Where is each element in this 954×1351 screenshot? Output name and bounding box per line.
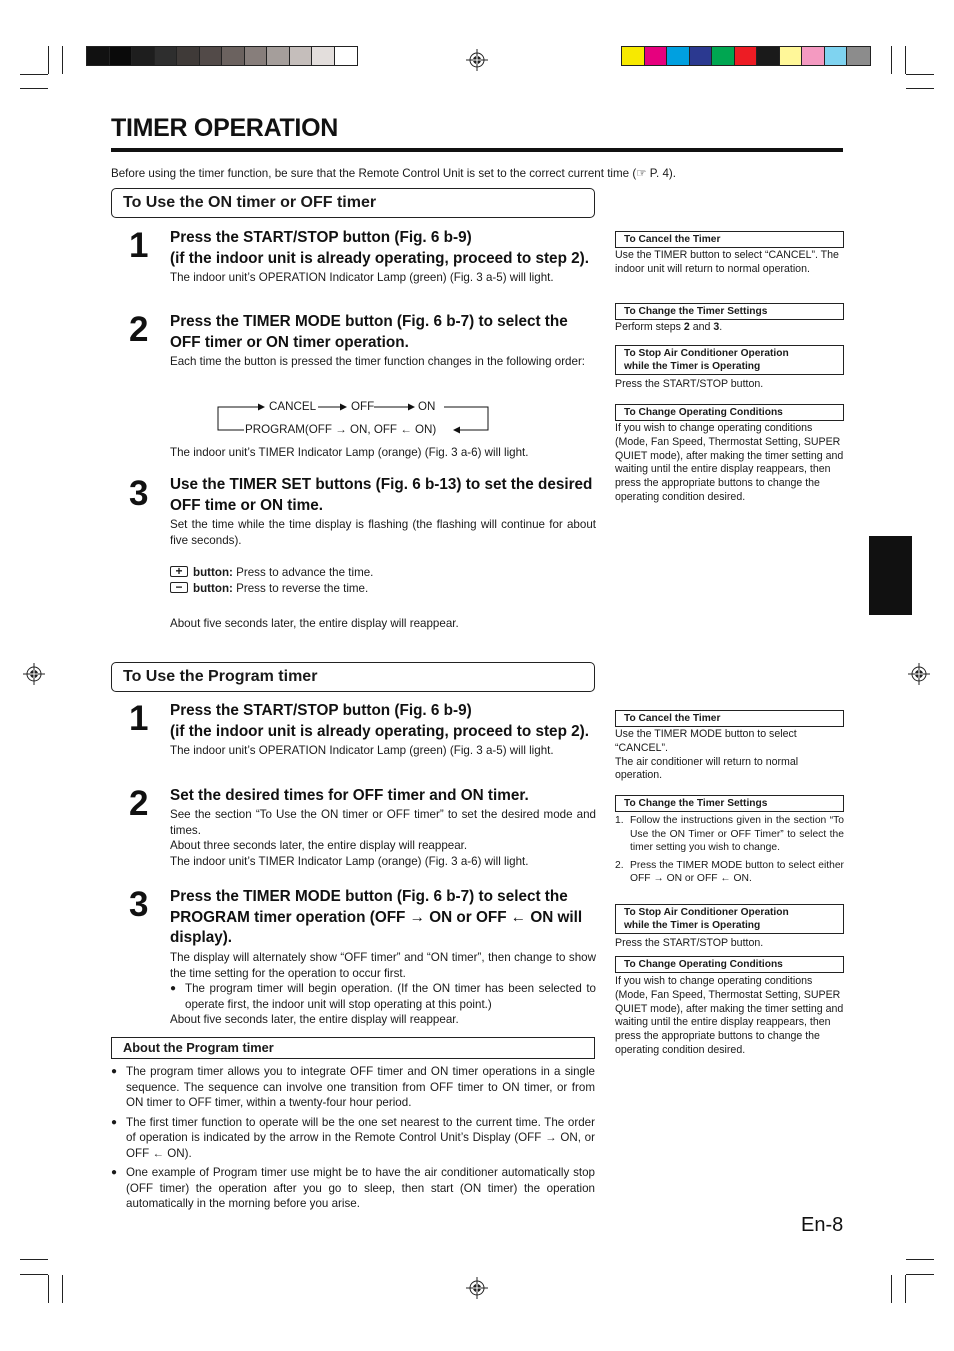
plus-button-text: Press to advance the time.: [232, 566, 374, 579]
step-number: 2: [129, 310, 149, 349]
step-body: The display will alternately show “OFF timer” and “ON timer”, then change to show the time setting for the operation to occur first. ● The program timer will begin operation. (If the ON timer has been selected to operate first, the indoor unit will stop operating at this point.) About five seconds later, the entire display will reappear.: [170, 951, 596, 1026]
step-heading: Use the TIMER SET buttons (Fig. 6 b-13) to set the desired OFF time or ON time.: [170, 476, 593, 514]
step-heading-line: (if the indoor unit is already operating, proceed to step 2).: [170, 249, 590, 267]
side-heading-change-conditions: To Change Operating Conditions: [615, 404, 844, 421]
color-swatch: [177, 47, 200, 65]
step-number: 3: [129, 885, 149, 924]
step-number: 1: [129, 699, 149, 738]
minus-button-label: button:: [193, 581, 233, 595]
registration-mark-icon: [466, 49, 488, 71]
about-program-timer-list: [111, 1064, 595, 1216]
registration-mark-icon: [908, 663, 930, 685]
side-text: Use the TIMER MODE button to select “CANCEL”. The air conditioner will return to normal operation.: [615, 728, 799, 782]
bullet-icon: ●: [111, 1167, 118, 1178]
color-swatch: [622, 47, 645, 65]
step-body: The indoor unit’s TIMER Indicator Lamp (orange) (Fig. 3 a-6) will light.: [170, 446, 529, 459]
list-item: 1. Follow the instructions given in the section “To Use the ON Timer or OFF Timer” to select the timer setting you wish to change.: [615, 815, 844, 853]
step-body: Each time the button is pressed the timer function changes in the following order:: [170, 355, 586, 368]
color-swatch: [667, 47, 690, 65]
list-item: ● One example of Program timer use might be to have the air conditioner automatically stop (OFF timer) the operation after you go to sleep, then start (ON timer) the operation automatically in the morning before you arise.: [111, 1166, 595, 1210]
bullet-icon: ●: [111, 1116, 118, 1128]
color-swatch: [735, 47, 758, 65]
color-swatch: [87, 47, 110, 65]
intro-text: Before using the timer function, be sure that the Remote Control Unit is set to the correct current time (☞ P. 4).: [111, 167, 677, 180]
color-swatch: [802, 47, 825, 65]
step-body: The indoor unit’s OPERATION Indicator Lamp (green) (Fig. 3 a-5) will light.: [170, 744, 554, 757]
timer-mode-cycle-diagram: [214, 396, 504, 440]
step-number: 2: [129, 784, 149, 823]
side-text: Press the START/STOP button.: [615, 378, 764, 390]
color-swatch: [245, 47, 268, 65]
color-swatch: [155, 47, 178, 65]
side-heading-change-timer: To Change the Timer Settings: [615, 303, 844, 320]
color-swatch: [290, 47, 313, 65]
language-tab: [869, 536, 912, 615]
color-swatch: [110, 47, 133, 65]
step-number: 1: [129, 226, 149, 265]
color-swatch: [312, 47, 335, 65]
color-swatch: [757, 47, 780, 65]
bullet-icon: ●: [111, 1066, 118, 1077]
page-number: En-8: [801, 1214, 844, 1236]
process-color-bar: [621, 46, 871, 66]
cycle-off: OFF: [351, 400, 375, 413]
step-body: See the section “To Use the ON timer or OFF timer” to set the desired mode and times. About three seconds later, the entire display will reappear. The indoor unit’s TIMER Indicator Lamp (orange) (Fig. 3 a-6) will light.: [170, 808, 596, 868]
step-heading: Press the TIMER MODE button (Fig. 6 b-7) to select the OFF timer or ON timer operation.: [170, 313, 568, 351]
color-swatch: [690, 47, 713, 65]
side-heading-stop-operation: To Stop Air Conditioner Operation while the Timer is Operating: [615, 345, 844, 375]
minus-button-icon: −: [170, 582, 188, 593]
list-item: ● The first timer function to operate will be the one set nearest to the current time. The order of operation is indicated by the arrow in the Remote Control Unit’s Display (OFF → ON, or OFF ← ON).: [111, 1115, 595, 1160]
color-swatch: [200, 47, 223, 65]
color-swatch: [847, 47, 870, 65]
side-heading-cancel-timer: To Cancel the Timer: [615, 710, 844, 727]
side-text: Press the START/STOP button.: [615, 937, 764, 949]
step-heading-line: Press the START/STOP button (Fig. 6 b-9): [170, 702, 472, 719]
step-heading: [170, 228, 596, 269]
section-heading-on-off-timer: To Use the ON timer or OFF timer: [111, 188, 595, 218]
about-program-timer-heading: About the Program timer: [111, 1037, 595, 1059]
cycle-cancel: CANCEL: [269, 400, 317, 413]
cycle-program: PROGRAM(OFF → ON, OFF ← ON): [245, 423, 437, 436]
side-heading-cancel-timer: To Cancel the Timer: [615, 231, 844, 248]
list-item: 2. Press the TIMER MODE button to select either OFF → ON or OFF ← ON.: [615, 859, 844, 884]
timer-set-buttons-legend: [170, 565, 596, 596]
side-heading-stop-operation: To Stop Air Conditioner Operation while the Timer is Operating: [615, 904, 844, 934]
side-text: If you wish to change operating conditions (Mode, Fan Speed, Thermostat Setting, SUPER QUIET mode), after making the timer setting and waiting until the entire display reappears, then press the appropriate buttons to change the operating condition desired.: [615, 975, 844, 1056]
side-text: Use the TIMER button to select “CANCEL”. The indoor unit will return to normal operation.: [615, 249, 839, 275]
grayscale-color-bar: [86, 46, 358, 66]
side-text: Perform steps 2 and 3.: [615, 321, 723, 333]
step-body: The indoor unit’s OPERATION Indicator Lamp (green) (Fig. 3 a-5) will light.: [170, 271, 554, 284]
step-heading: Set the desired times for OFF timer and ON timer.: [170, 787, 529, 804]
cycle-on: ON: [418, 400, 436, 413]
side-text: If you wish to change operating conditions (Mode, Fan Speed, Thermostat Setting, SUPER QUIET mode), after making the timer setting and waiting until the entire display reappears, then press the appropriate buttons to change the operating condition desired.: [615, 422, 844, 503]
step-heading: [170, 701, 596, 742]
step-body: Set the time while the time display is flashing (the flashing will continue for about five seconds).: [170, 518, 596, 547]
step-body: About five seconds later, the entire display will reappear.: [170, 617, 459, 630]
step-heading: Press the TIMER MODE button (Fig. 6 b-7) to select the PROGRAM timer operation (OFF → ON or OFF ← ON will display).: [170, 888, 583, 946]
color-swatch: [222, 47, 245, 65]
color-swatch: [712, 47, 735, 65]
color-swatch: [267, 47, 290, 65]
bullet-icon: ●: [170, 983, 177, 994]
page-title: TIMER OPERATION: [111, 114, 338, 142]
registration-mark-icon: [23, 663, 45, 685]
minus-button-text: Press to reverse the time.: [232, 581, 369, 595]
side-heading-change-timer: To Change the Timer Settings: [615, 795, 844, 812]
side-numbered-list: [615, 814, 844, 886]
step-heading-line: Press the START/STOP button (Fig. 6 b-9): [170, 229, 472, 246]
color-swatch: [335, 47, 358, 65]
plus-button-icon: +: [170, 566, 188, 577]
color-swatch: [645, 47, 668, 65]
list-item: ● The program timer allows you to integrate OFF timer and ON timer operations in a single sequence. The sequence can involve one transition from OFF timer to ON timer, or from ON timer to OFF timer, within a twenty-four hour period.: [111, 1065, 595, 1109]
registration-mark-icon: [466, 1277, 488, 1299]
title-rule: [111, 148, 843, 152]
plus-button-label: button:: [193, 566, 233, 579]
color-swatch: [825, 47, 848, 65]
step-number: 3: [129, 474, 149, 513]
step-heading-line: (if the indoor unit is already operating, proceed to step 2).: [170, 722, 590, 740]
side-heading-change-conditions: To Change Operating Conditions: [615, 956, 844, 973]
section-heading-program-timer: To Use the Program timer: [111, 662, 595, 692]
color-swatch: [132, 47, 155, 65]
color-swatch: [780, 47, 803, 65]
